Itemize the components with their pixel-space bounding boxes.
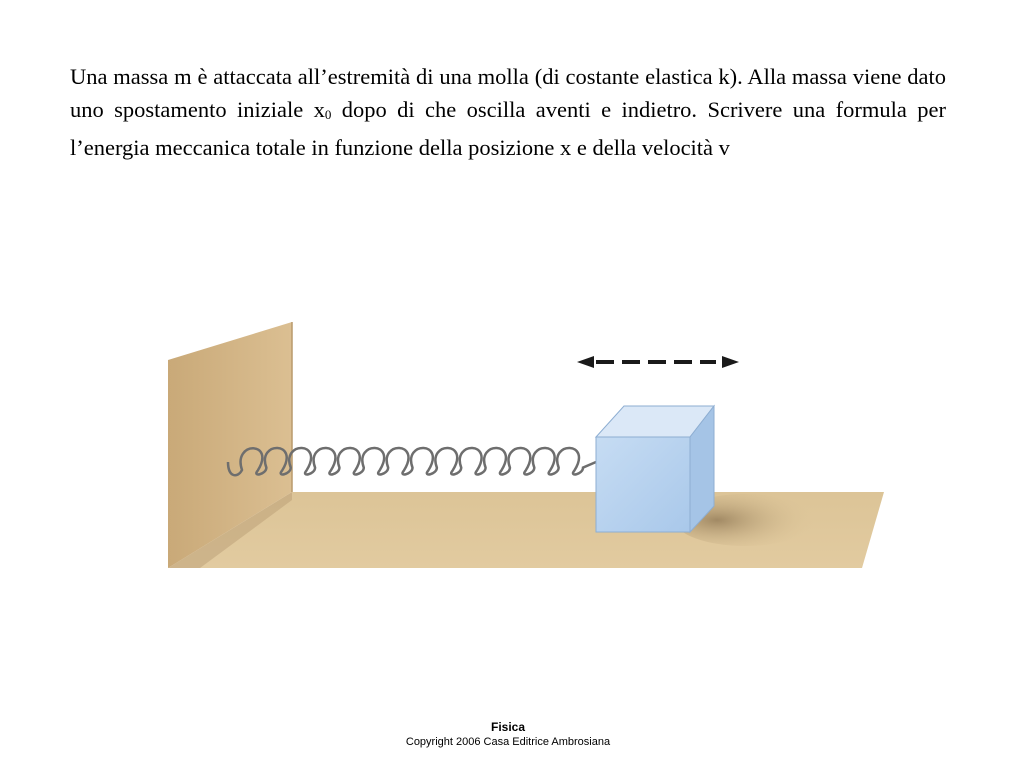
credit-title: Fisica: [490, 720, 526, 734]
arrow-head-left: [577, 356, 594, 368]
figure-credit: [380, 720, 636, 749]
subscript-zero: 0: [324, 107, 332, 122]
problem-text-continued: dopo di che oscilla aventi e indietro. Scrivere una formula per l’energia meccanica totale in funzione della posizione x e della velocità v: [70, 97, 946, 160]
arrow-head-right: [722, 356, 739, 368]
block-front: [596, 437, 690, 532]
mass-block: [596, 406, 714, 532]
credit-copyright: Copyright 2006 Casa Editrice Ambrosiana: [405, 736, 611, 748]
problem-text-main: Una massa m è attaccata all’estremità di una molla (di costante elastica k). Alla massa viene dato uno spostamento iniziale x: [70, 64, 946, 122]
oscillation-arrow: [577, 356, 739, 368]
